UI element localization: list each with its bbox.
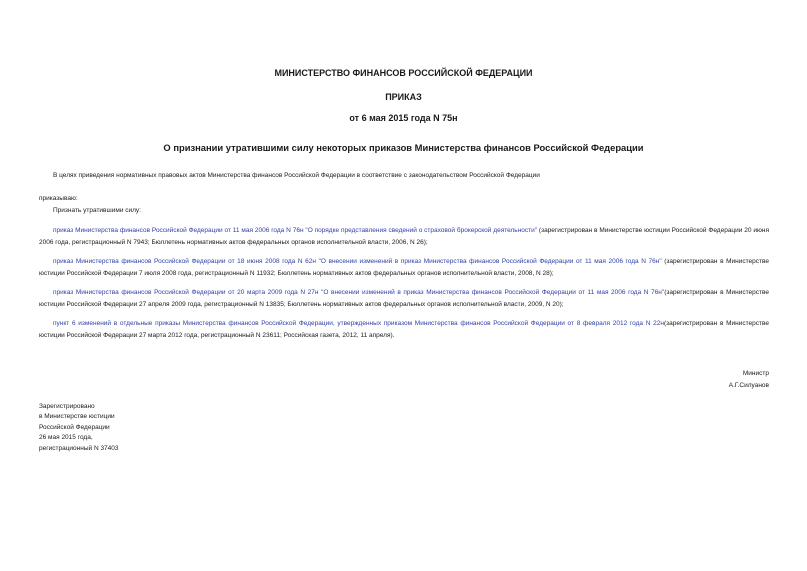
registration-block xyxy=(39,402,119,454)
item-text-4: (зарегистрирован в Министерстве юстиции Российской Федерации 27 марта 2012 года, регистрационный N 23611; Российская газета, 2012, 11 апреля). xyxy=(39,320,769,339)
signer-name: А.Г.Силуанов xyxy=(728,381,769,389)
registration-line: в Министерстве юстиции xyxy=(39,413,115,421)
ministry-heading: МИНИСТЕРСТВО ФИНАНСОВ РОССИЙСКОЙ ФЕДЕРАЦИИ xyxy=(274,68,533,78)
list-item xyxy=(39,318,769,341)
list-item xyxy=(39,287,769,310)
order-link-2[interactable]: приказ Министерства финансов Российской Федерации от 18 июня 2008 года N 62н "О внесении изменений в приказ Министерства финансов Российской Федерации от 11 мая 2006 года N 76н" xyxy=(53,258,662,265)
signer-position: Министр xyxy=(742,370,769,377)
registration-line: регистрационный N 37403 xyxy=(39,444,119,452)
intro-paragraph xyxy=(39,170,769,182)
declare-text: Признать утратившими силу: xyxy=(53,206,141,214)
item-text-2: (зарегистрирован в Министерстве юстиции Российской Федерации 7 июля 2008 года, регистрационный N 11932; Бюллетень нормативных актов федеральных органов исполнительной власти, 2008, N 28); xyxy=(39,258,769,277)
doc-title: О признании утратившими силу некоторых приказов Министерства финансов Российской Федерации xyxy=(163,142,644,153)
registration-line: Российской Федерации xyxy=(39,423,110,431)
list-item xyxy=(39,256,769,279)
order-link-3[interactable]: приказ Министерства финансов Российской Федерации от 20 марта 2009 года N 27н "О внесении изменений в приказ Министерства финансов Российской Федерации от 11 мая 2006 года N 76н" xyxy=(53,289,665,296)
signature-block xyxy=(729,368,769,391)
registration-line: 26 мая 2015 года, xyxy=(39,434,93,442)
item-text-3: (зарегистрирован в Министерстве юстиции Российской Федерации 27 апреля 2009 года, регистрационный N 13835; Бюллетень нормативных актов федеральных органов исполнительной власти, 2009, N 20); xyxy=(39,289,769,308)
list-item xyxy=(39,225,769,248)
registration-line: Зарегистрировано xyxy=(39,403,95,410)
order-link-1[interactable]: приказ Министерства финансов Российской Федерации от 11 мая 2006 года N 76н "О порядке представления сведений о страховой брокерской деятельности" xyxy=(53,227,538,234)
order-link-4[interactable]: пункт 6 изменений в отдельные приказы Министерства финансов Российской Федерации, утвержденных приказом Министерства финансов Российской Федерации от 8 февраля 2012 года N 22н xyxy=(53,320,664,327)
order-word: приказываю: xyxy=(39,195,78,202)
doc-date-number: от 6 мая 2015 года N 75н xyxy=(349,113,458,123)
doc-type-heading: ПРИКАЗ xyxy=(385,92,422,102)
order-block xyxy=(39,193,769,216)
item-text-1: (зарегистрирован в Министерстве юстиции Российской Федерации 20 июня 2006 года, регистрационный N 7943; Бюллетень нормативных актов федеральных органов исполнительной власти, 2006, N 26); xyxy=(39,227,769,246)
intro-text: В целях приведения нормативных правовых актов Министерства финансов Российской Федерации в соответствие с законодательством Российской Федерации xyxy=(53,172,540,179)
